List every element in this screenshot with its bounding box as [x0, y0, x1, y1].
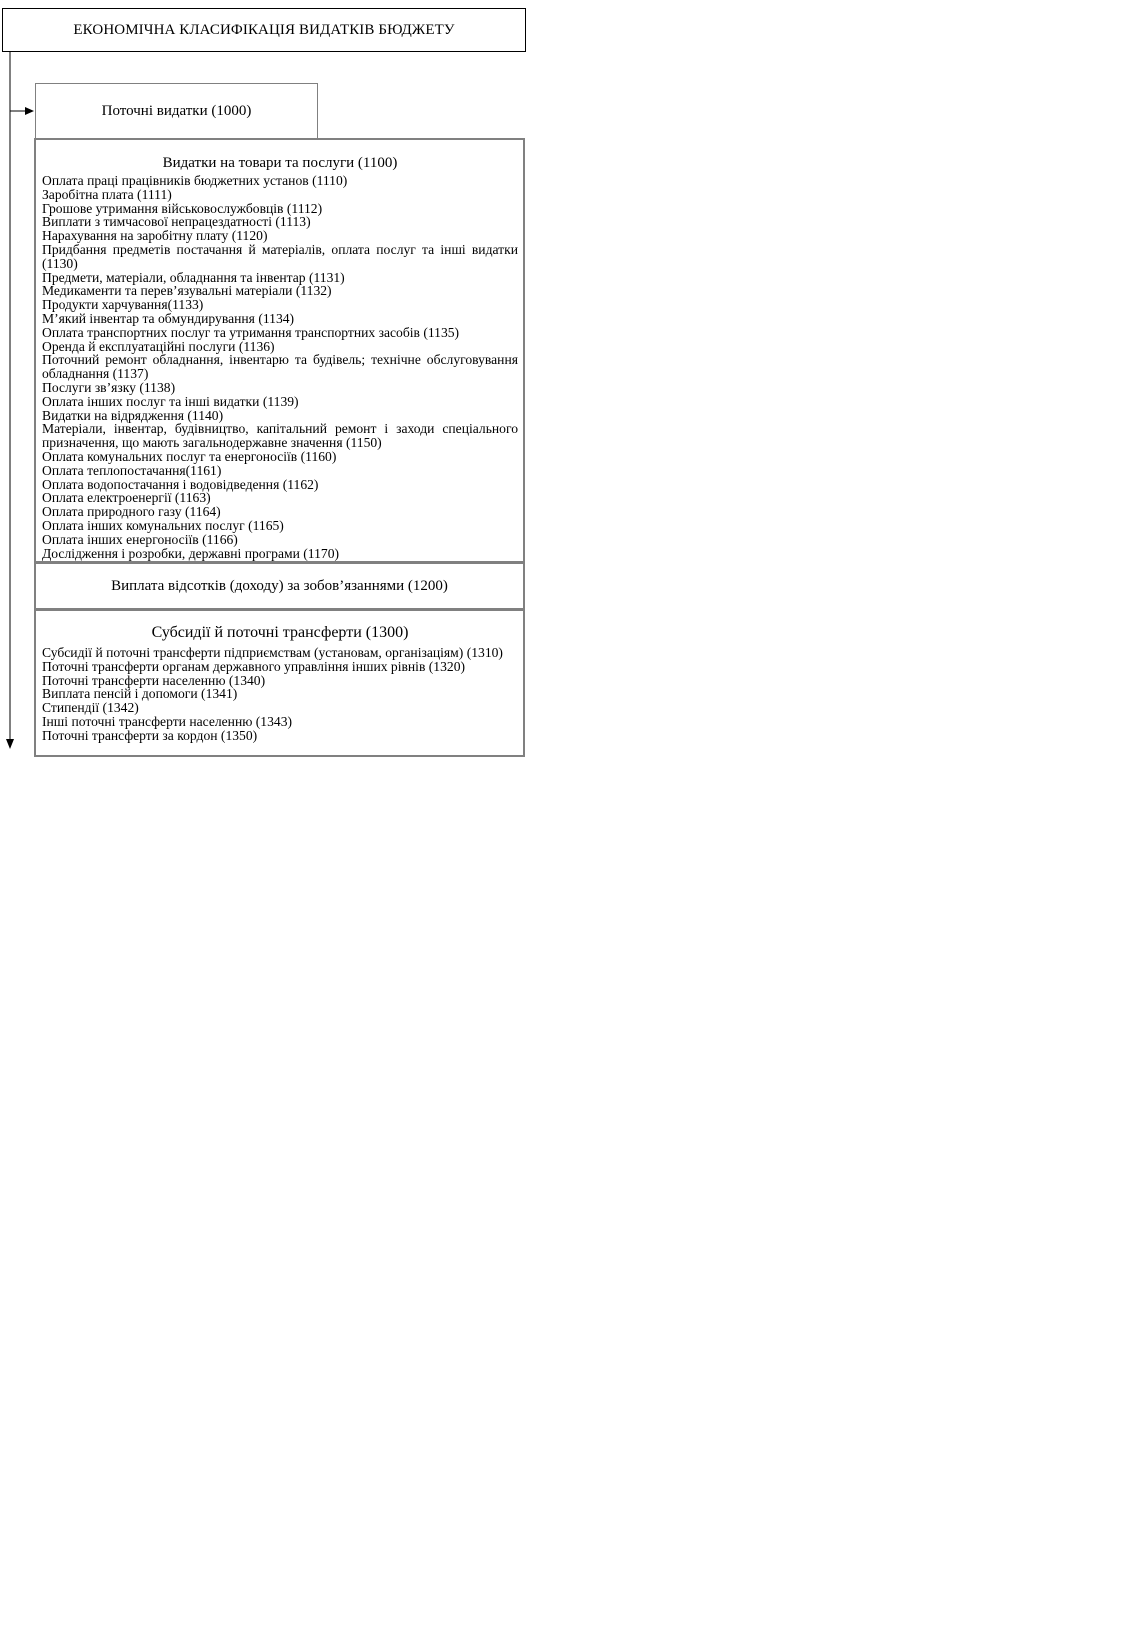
list-item: Придбання предметів постачання й матеріалів, оплата послуг та інші видатки (1130) [42, 241, 518, 271]
current-expenditures-label: Поточні видатки (1000) [101, 102, 252, 119]
list-item: Нарахування на заробітну плату (1120) [42, 228, 268, 244]
list-item: Поточні трансферти органам державного управління інших рівнів (1320) [42, 658, 466, 674]
list-item: Оплата інших послуг та інші видатки (1139) [42, 393, 299, 409]
list-item: Поточні трансферти населенню (1340) [42, 672, 266, 688]
list-item: Оплата теплопостачання(1161) [42, 462, 222, 478]
list-item: Предмети, матеріали, обладнання та інвентар (1131) [42, 269, 345, 285]
list-item: Оплата електроенергії (1163) [42, 490, 211, 506]
goods-services-box [34, 138, 525, 563]
subsidies-transfers-heading: Субсидії й поточні трансферти (1300) [151, 624, 409, 641]
list-item: Оплата водопостачання і водовідведення (1162) [42, 476, 319, 492]
classification-title: ЕКОНОМІЧНА КЛАСИФІКАЦІЯ ВИДАТКІВ БЮДЖЕТУ [73, 21, 455, 38]
list-item: Оплата інших енергоносіїв (1166) [42, 531, 238, 547]
list-item: Продукти харчування(1133) [42, 297, 204, 313]
list-item: Виплати з тимчасової непрацездатності (1113) [42, 214, 311, 230]
current-expenditures-box [35, 83, 318, 139]
list-item: Грошове утримання військовослужбовців (1112) [42, 200, 323, 216]
list-item: Дослідження і розробки, державні програми (1170) [42, 545, 340, 561]
interest-payments-box [34, 562, 525, 610]
branch-arrowhead-right [25, 107, 34, 115]
list-item: Медикаменти та перев’язувальні матеріали (1132) [42, 283, 332, 299]
list-item: Оплата праці працівників бюджетних установ (1110) [42, 173, 348, 188]
list-item: Матеріали, інвентар, будівництво, капітальний ремонт і заходи спеціального призначення, що мають загальнодержавне значення (1150) [42, 421, 518, 451]
list-item: Оплата природного газу (1164) [42, 504, 221, 520]
subsidies-transfers-list [42, 646, 518, 743]
list-item: Виплата пенсій і допомоги (1341) [42, 686, 238, 702]
main-arrowhead-down [6, 739, 14, 749]
interest-payments-label: Виплата відсотків (доходу) за зобов’язаннями (1200) [111, 577, 448, 594]
list-item: Оплата комунальних послуг та енергоносіїв (1160) [42, 448, 337, 464]
goods-services-heading: Видатки на товари та послуги (1100) [162, 155, 398, 171]
list-item: Видатки на відрядження (1140) [42, 407, 224, 423]
list-item: Оренда й експлуатаційні послуги (1136) [42, 338, 275, 354]
list-item: Заробітна плата (1111) [42, 186, 172, 202]
subsidies-transfers-box [34, 609, 525, 757]
list-item: Субсидії й поточні трансферти підприємствам (установам, організаціям) (1310) [42, 645, 503, 660]
list-item: Поточний ремонт обладнання, інвентарю та будівель; технічне обслуговування обладнання (1137) [42, 352, 518, 382]
list-item: Оплата інших комунальних послуг (1165) [42, 517, 284, 533]
list-item: М’який інвентар та обмундирування (1134) [42, 310, 295, 326]
list-item: Послуги зв’язку (1138) [42, 379, 176, 395]
goods-services-list [42, 174, 518, 560]
list-item: Інші поточні трансферти населенню (1343) [42, 713, 293, 729]
list-item: Поточні трансферти за кордон (1350) [42, 727, 258, 743]
list-item: Оплата транспортних послуг та утримання транспортних засобів (1135) [42, 324, 460, 340]
list-item: Стипендії (1342) [42, 700, 139, 716]
classification-title-box [2, 8, 526, 52]
